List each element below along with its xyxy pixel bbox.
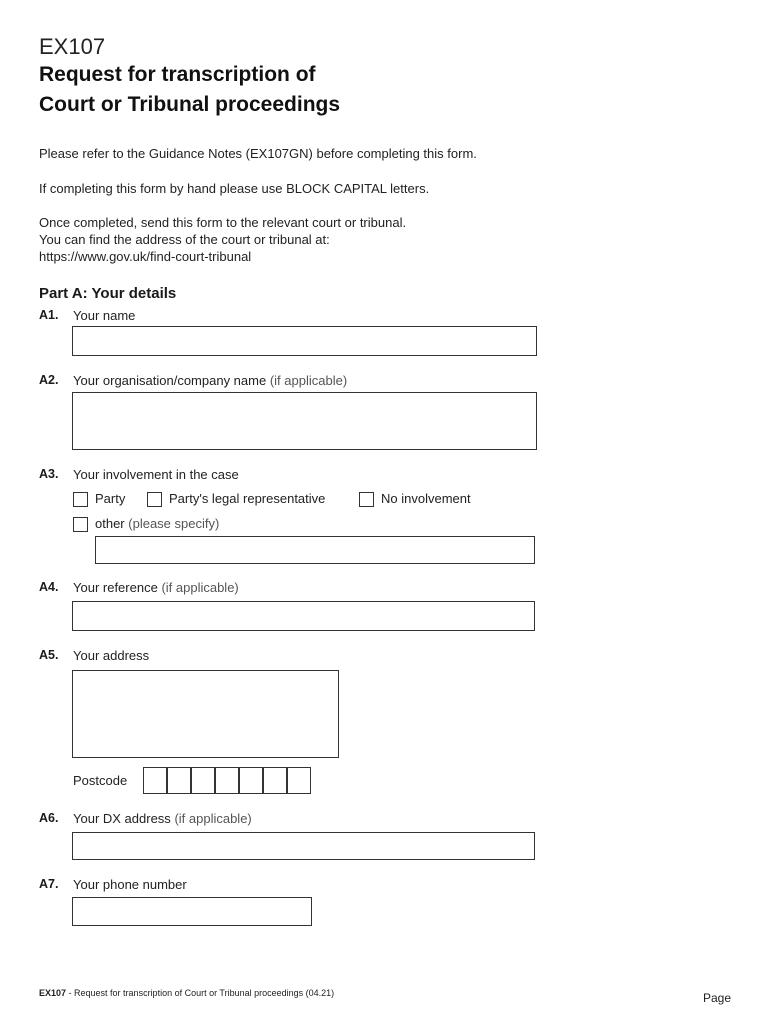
other-option-wrap [95,516,219,531]
postcode-cell[interactable] [191,767,215,794]
a6-label: Your DX address [73,811,171,826]
a6-hint: (if applicable) [174,811,252,826]
a5-label: Your address [73,648,150,663]
a4-number: A4. [39,580,59,594]
form-code: EX107 [39,34,106,59]
no-involvement-checkbox[interactable] [359,492,374,507]
organisation-input[interactable] [72,392,537,450]
a7-number: A7. [39,877,59,891]
reference-input[interactable] [72,601,535,631]
legal-rep-option-label: Party's legal representative [169,491,326,506]
page-title-line1: Request for transcription of [39,63,316,86]
a6-label-wrap [73,811,252,826]
court-finder-url[interactable]: https://www.gov.uk/find-court-tribunal [39,249,252,264]
a4-label-wrap [73,580,239,595]
address-instruction: You can find the address of the court or tribunal at: [39,232,330,247]
other-option-hint: (please specify) [128,516,220,531]
a2-hint: (if applicable) [269,373,348,388]
other-specify-input[interactable] [95,536,535,564]
other-option-label: other [95,516,125,531]
party-checkbox[interactable] [73,492,88,507]
postcode-cell[interactable] [239,767,263,794]
postcode-cell[interactable] [287,767,311,794]
footer [39,988,334,998]
a5-number: A5. [39,648,59,662]
name-input[interactable] [72,326,537,356]
a1-number: A1. [39,308,59,322]
party-option-label: Party [95,491,126,506]
a2-number: A2. [39,373,59,387]
a1-label: Your name [73,308,136,323]
dx-address-input[interactable] [72,832,535,860]
part-a-heading: Part A: Your details [39,285,177,302]
postcode-cell[interactable] [263,767,287,794]
footer-text: - Request for transcription of Court or Tribunal proceedings (04.21) [66,988,335,998]
a7-label: Your phone number [73,877,187,892]
phone-input[interactable] [72,897,312,926]
a6-number: A6. [39,811,59,825]
guidance-note: Please refer to the Guidance Notes (EX107GN) before completing this form. [39,146,477,161]
legal-rep-checkbox[interactable] [147,492,162,507]
postcode-cell[interactable] [167,767,191,794]
a2-label: Your organisation/company name [73,373,267,388]
no-involvement-option-label: No involvement [381,491,471,506]
footer-code: EX107 [39,988,67,998]
send-instruction: Once completed, send this form to the relevant court or tribunal. [39,215,407,230]
page-label: Page [703,991,732,1005]
postcode-cell[interactable] [215,767,239,794]
a4-hint: (if applicable) [161,580,239,595]
postcode-label: Postcode [73,773,128,788]
address-input[interactable] [72,670,339,758]
a2-label-wrap [73,373,347,388]
a3-label: Your involvement in the case [73,467,239,482]
page-title-line2: Court or Tribunal proceedings [39,93,341,116]
block-capitals-note: If completing this form by hand please use BLOCK CAPITAL letters. [39,181,430,196]
a4-label: Your reference [73,580,158,595]
a3-number: A3. [39,467,59,481]
postcode-cell[interactable] [143,767,167,794]
other-checkbox[interactable] [73,517,88,532]
